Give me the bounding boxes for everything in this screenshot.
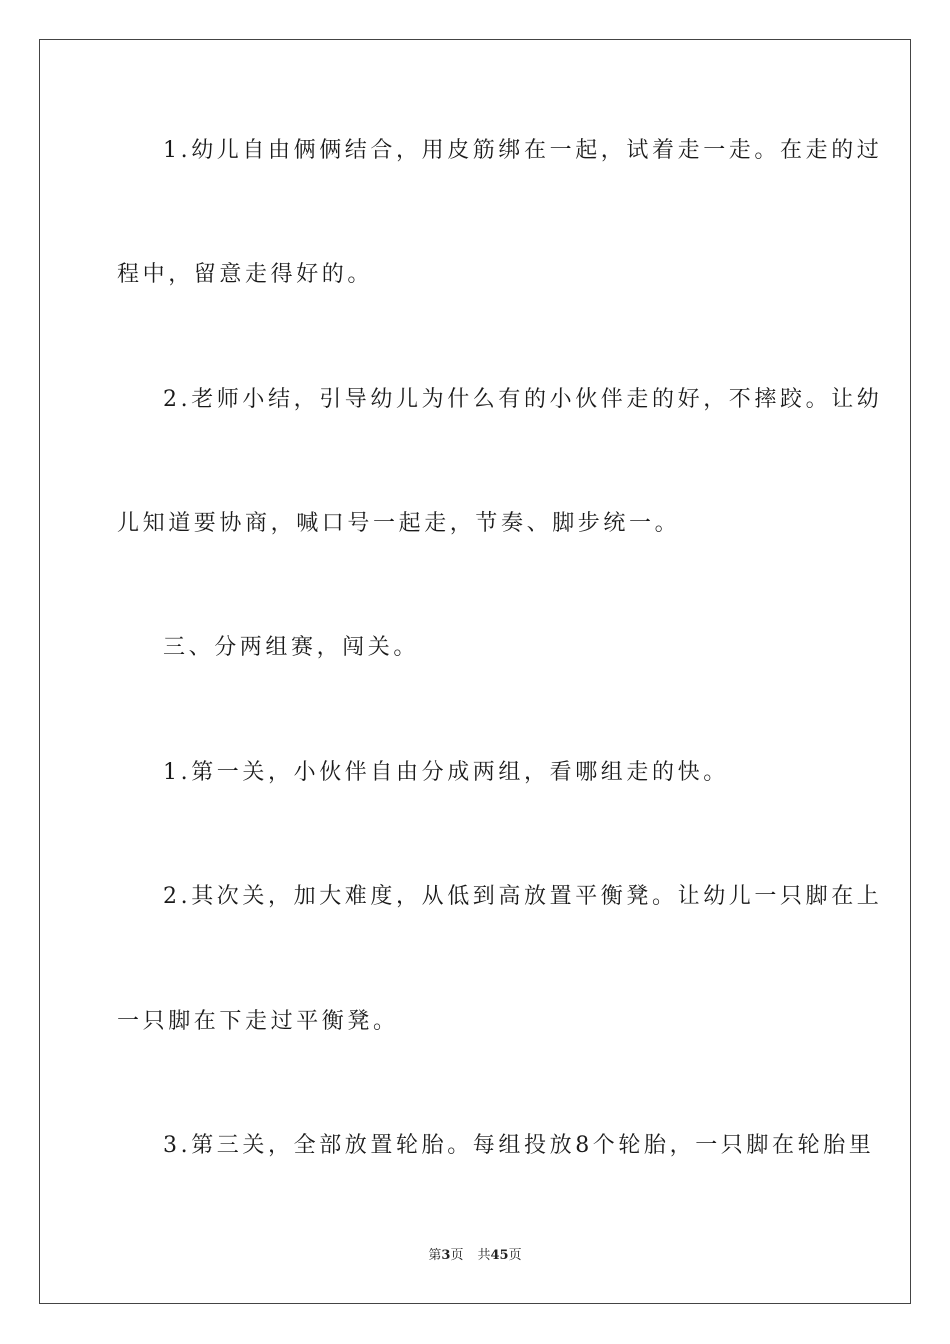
paragraph-1-line-2: 程中，留意走得好的。 — [117, 262, 374, 287]
footer-total-prefix: 共 — [477, 1248, 491, 1263]
footer-page-prefix: 第 — [428, 1248, 442, 1263]
paragraph-4-line-2: 一只脚在下走过平衡凳。 — [117, 1009, 399, 1034]
footer-total-suffix: 页 — [508, 1248, 522, 1263]
footer-page-suffix: 页 — [450, 1248, 464, 1263]
paragraph-3-line-1: 1.第一关，小伙伴自由分成两组，看哪组走的快。 — [163, 760, 729, 785]
footer-page-number: 3 — [441, 1248, 451, 1263]
footer-total-pages: 45 — [490, 1248, 509, 1263]
page-frame — [39, 39, 911, 1304]
page-footer — [0, 1247, 950, 1265]
paragraph-4-line-1: 2.其次关，加大难度，从低到高放置平衡凳。让幼儿一只脚在上 — [163, 884, 883, 909]
paragraph-5-line-1: 3.第三关，全部放置轮胎。每组投放8个轮胎，一只脚在轮胎里 — [163, 1133, 875, 1158]
paragraph-2-line-2: 儿知道要协商，喊口号一起走，节奏、脚步统一。 — [117, 511, 681, 536]
section-heading: 三、分两组赛，闯关。 — [163, 635, 420, 660]
paragraph-1-line-1: 1.幼儿自由俩俩结合，用皮筋绑在一起，试着走一走。在走的过 — [163, 138, 883, 163]
paragraph-2-line-1: 2.老师小结，引导幼儿为什么有的小伙伴走的好，不摔跤。让幼 — [163, 387, 883, 412]
